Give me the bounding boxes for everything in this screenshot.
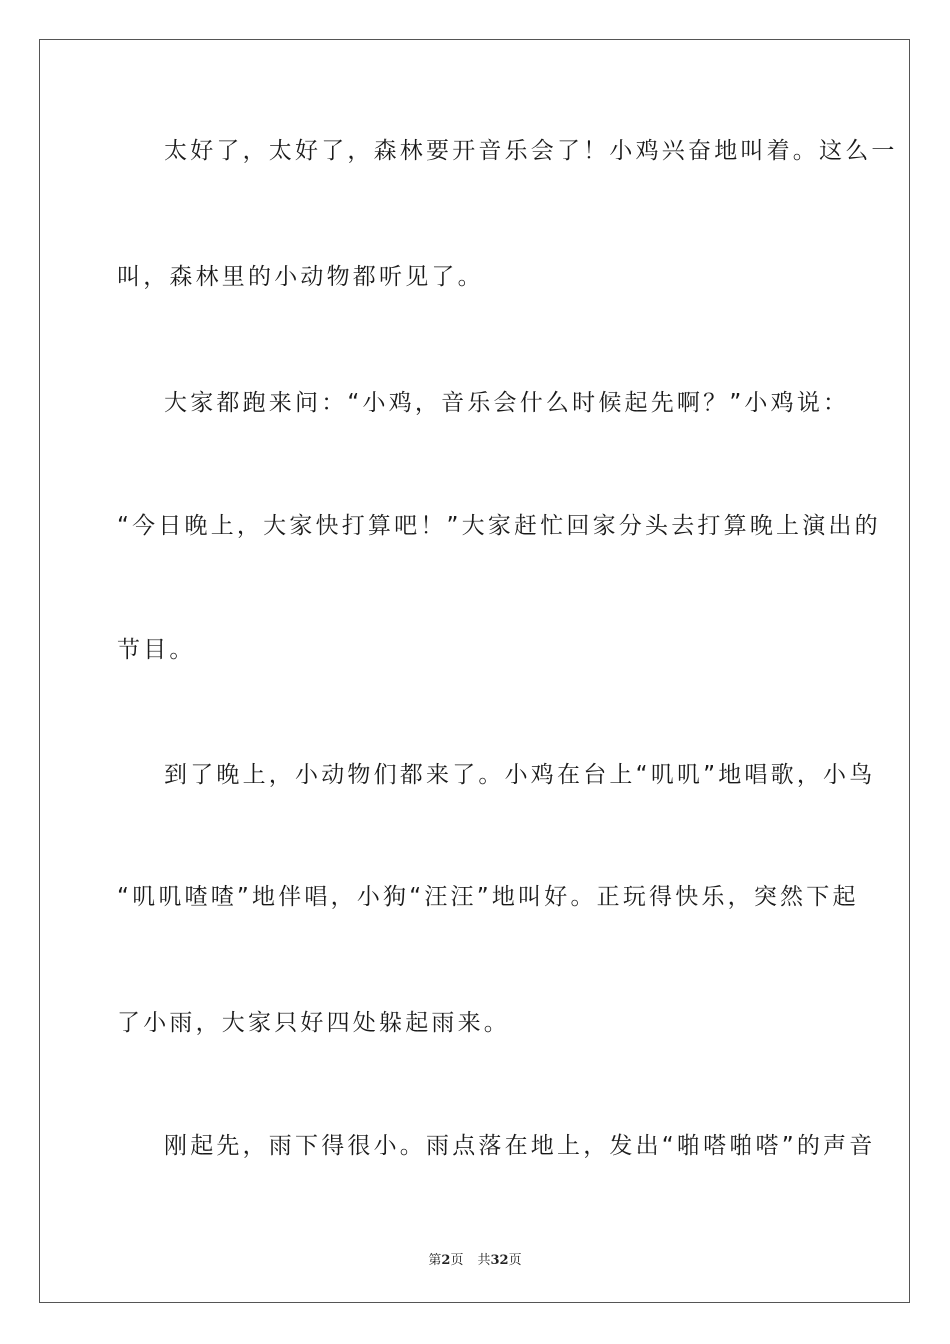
paragraph-1-line-2: 叫，森林里的小动物都听见了。 — [117, 264, 484, 290]
page-footer — [0, 1249, 950, 1268]
paragraph-2-line-2: “今日晚上，大家快打算吧！”大家赶忙回家分头去打算晚上演出的 — [117, 513, 881, 539]
paragraph-3-line-1: 到了晚上，小动物们都来了。小鸡在台上“叽叽”地唱歌，小鸟 — [164, 762, 876, 788]
paragraph-3-line-2: “叽叽喳喳”地伴唱，小狗“汪汪”地叫好。正玩得快乐，突然下起 — [117, 884, 859, 910]
paragraph-2-line-3: 节目。 — [117, 637, 196, 663]
total-pages-number: 32 — [490, 1253, 509, 1268]
page-border — [39, 39, 910, 1303]
paragraph-2-line-1: 大家都跑来问：“小鸡，音乐会什么时候起先啊？”小鸡说： — [164, 390, 850, 416]
total-prefix: 共 — [477, 1253, 491, 1268]
page-prefix: 第 — [428, 1253, 442, 1268]
paragraph-4-line-1: 刚起先，雨下得很小。雨点落在地上，发出“啪嗒啪嗒”的声音 — [164, 1133, 876, 1159]
paragraph-1-line-1: 太好了，太好了，森林要开音乐会了！小鸡兴奋地叫着。这么一 — [164, 138, 898, 164]
paragraph-3-line-3: 了小雨，大家只好四处躲起雨来。 — [117, 1010, 510, 1036]
page-suffix: 页 — [450, 1253, 464, 1268]
total-suffix: 页 — [508, 1253, 522, 1268]
current-page-number: 2 — [441, 1253, 451, 1268]
